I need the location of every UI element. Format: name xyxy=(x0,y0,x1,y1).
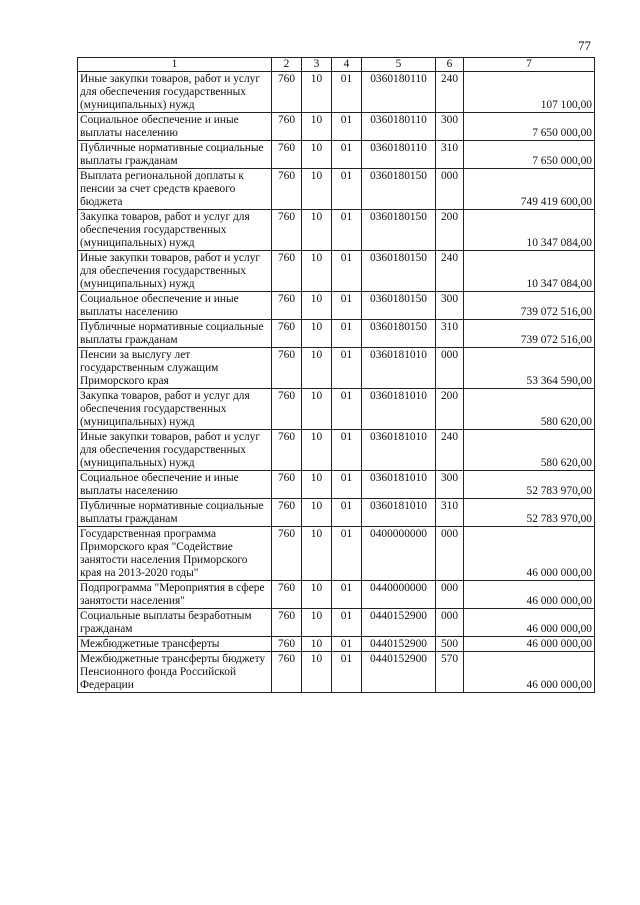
row-name-cell: Социальное обеспечение и иные выплаты населению xyxy=(78,113,272,141)
row-code-cell: 500 xyxy=(436,637,464,652)
row-code-cell: 200 xyxy=(436,389,464,430)
row-code-cell: 0360180150 xyxy=(362,320,436,348)
table-row xyxy=(78,499,595,527)
row-code-cell: 01 xyxy=(332,292,362,320)
row-code-cell: 01 xyxy=(332,499,362,527)
row-name-cell: Социальные выплаты безработным гражданам xyxy=(78,609,272,637)
column-header: 2 xyxy=(272,58,302,72)
row-name-cell: Публичные нормативные социальные выплаты гражданам xyxy=(78,320,272,348)
row-code-cell: 760 xyxy=(272,609,302,637)
row-code-cell: 01 xyxy=(332,471,362,499)
row-name-cell: Межбюджетные трансферты бюджету Пенсионного фонда Российской Федерации xyxy=(78,652,272,693)
row-code-cell: 01 xyxy=(332,609,362,637)
row-code-cell: 0360180110 xyxy=(362,113,436,141)
table-row xyxy=(78,637,595,652)
row-amount-cell: 53 364 590,00 xyxy=(464,348,595,389)
row-code-cell: 760 xyxy=(272,169,302,210)
row-name-cell: Иные закупки товаров, работ и услуг для обеспечения государственных (муниципальных) нужд xyxy=(78,72,272,113)
row-code-cell: 0360181010 xyxy=(362,430,436,471)
row-code-cell: 01 xyxy=(332,527,362,581)
row-code-cell: 10 xyxy=(302,210,332,251)
row-name-cell: Государственная программа Приморского края "Содействие занятости населения Приморского края на 2013-2020 годы" xyxy=(78,527,272,581)
row-code-cell: 760 xyxy=(272,292,302,320)
row-code-cell: 0360180150 xyxy=(362,251,436,292)
row-code-cell: 0440000000 xyxy=(362,581,436,609)
table-row xyxy=(78,348,595,389)
row-code-cell: 000 xyxy=(436,527,464,581)
row-code-cell: 000 xyxy=(436,169,464,210)
row-code-cell: 10 xyxy=(302,320,332,348)
row-code-cell: 760 xyxy=(272,320,302,348)
row-code-cell: 10 xyxy=(302,609,332,637)
row-code-cell: 10 xyxy=(302,471,332,499)
table-row xyxy=(78,581,595,609)
table-row xyxy=(78,609,595,637)
row-code-cell: 01 xyxy=(332,251,362,292)
table-row xyxy=(78,527,595,581)
table-row xyxy=(78,251,595,292)
row-name-cell: Иные закупки товаров, работ и услуг для обеспечения государственных (муниципальных) нужд xyxy=(78,251,272,292)
row-code-cell: 01 xyxy=(332,348,362,389)
table-row xyxy=(78,320,595,348)
row-name-cell: Закупка товаров, работ и услуг для обеспечения государственных (муниципальных) нужд xyxy=(78,389,272,430)
row-code-cell: 10 xyxy=(302,72,332,113)
page-number: 77 xyxy=(578,38,591,53)
row-code-cell: 0440152900 xyxy=(362,609,436,637)
row-code-cell: 0440152900 xyxy=(362,637,436,652)
row-code-cell: 000 xyxy=(436,581,464,609)
row-amount-cell: 107 100,00 xyxy=(464,72,595,113)
row-code-cell: 200 xyxy=(436,210,464,251)
row-code-cell: 01 xyxy=(332,320,362,348)
row-amount-cell: 580 620,00 xyxy=(464,430,595,471)
row-code-cell: 10 xyxy=(302,141,332,169)
column-header: 3 xyxy=(302,58,332,72)
row-amount-cell: 52 783 970,00 xyxy=(464,499,595,527)
row-code-cell: 300 xyxy=(436,292,464,320)
row-code-cell: 760 xyxy=(272,637,302,652)
row-code-cell: 000 xyxy=(436,348,464,389)
row-code-cell: 240 xyxy=(436,430,464,471)
row-code-cell: 0360180150 xyxy=(362,210,436,251)
row-code-cell: 760 xyxy=(272,210,302,251)
row-code-cell: 01 xyxy=(332,581,362,609)
row-code-cell: 0360180110 xyxy=(362,72,436,113)
row-amount-cell: 10 347 084,00 xyxy=(464,210,595,251)
table-row xyxy=(78,471,595,499)
row-code-cell: 000 xyxy=(436,609,464,637)
row-code-cell: 01 xyxy=(332,652,362,693)
row-name-cell: Социальное обеспечение и иные выплаты населению xyxy=(78,471,272,499)
row-code-cell: 0360180150 xyxy=(362,292,436,320)
row-name-cell: Социальное обеспечение и иные выплаты населению xyxy=(78,292,272,320)
row-code-cell: 760 xyxy=(272,652,302,693)
row-code-cell: 760 xyxy=(272,348,302,389)
row-code-cell: 10 xyxy=(302,169,332,210)
row-code-cell: 01 xyxy=(332,637,362,652)
row-code-cell: 0360181010 xyxy=(362,499,436,527)
row-code-cell: 310 xyxy=(436,320,464,348)
row-code-cell: 01 xyxy=(332,389,362,430)
row-code-cell: 01 xyxy=(332,169,362,210)
row-code-cell: 10 xyxy=(302,652,332,693)
row-code-cell: 0400000000 xyxy=(362,527,436,581)
row-code-cell: 310 xyxy=(436,499,464,527)
row-code-cell: 300 xyxy=(436,113,464,141)
row-code-cell: 10 xyxy=(302,113,332,141)
row-amount-cell: 580 620,00 xyxy=(464,389,595,430)
row-amount-cell: 7 650 000,00 xyxy=(464,141,595,169)
row-code-cell: 760 xyxy=(272,389,302,430)
row-code-cell: 01 xyxy=(332,113,362,141)
row-amount-cell: 739 072 516,00 xyxy=(464,292,595,320)
row-name-cell: Публичные нормативные социальные выплаты гражданам xyxy=(78,499,272,527)
table-row xyxy=(78,141,595,169)
table-row xyxy=(78,389,595,430)
row-code-cell: 760 xyxy=(272,471,302,499)
row-code-cell: 240 xyxy=(436,251,464,292)
row-code-cell: 760 xyxy=(272,113,302,141)
column-header: 7 xyxy=(464,58,595,72)
table-row xyxy=(78,652,595,693)
row-amount-cell: 7 650 000,00 xyxy=(464,113,595,141)
row-amount-cell: 46 000 000,00 xyxy=(464,652,595,693)
row-amount-cell: 739 072 516,00 xyxy=(464,320,595,348)
table-row xyxy=(78,292,595,320)
row-code-cell: 310 xyxy=(436,141,464,169)
row-code-cell: 10 xyxy=(302,389,332,430)
row-code-cell: 10 xyxy=(302,430,332,471)
row-code-cell: 10 xyxy=(302,499,332,527)
row-code-cell: 0360181010 xyxy=(362,389,436,430)
column-header: 1 xyxy=(78,58,272,72)
row-code-cell: 760 xyxy=(272,499,302,527)
row-amount-cell: 10 347 084,00 xyxy=(464,251,595,292)
table-header-row xyxy=(78,58,595,72)
row-amount-cell: 749 419 600,00 xyxy=(464,169,595,210)
row-code-cell: 10 xyxy=(302,581,332,609)
row-name-cell: Публичные нормативные социальные выплаты гражданам xyxy=(78,141,272,169)
row-code-cell: 570 xyxy=(436,652,464,693)
row-code-cell: 300 xyxy=(436,471,464,499)
row-code-cell: 0360180110 xyxy=(362,141,436,169)
row-code-cell: 760 xyxy=(272,581,302,609)
row-code-cell: 240 xyxy=(436,72,464,113)
column-header: 5 xyxy=(362,58,436,72)
row-amount-cell: 46 000 000,00 xyxy=(464,609,595,637)
row-name-cell: Выплата региональной доплаты к пенсии за счет средств краевого бюджета xyxy=(78,169,272,210)
row-code-cell: 10 xyxy=(302,251,332,292)
row-name-cell: Закупка товаров, работ и услуг для обеспечения государственных (муниципальных) нужд xyxy=(78,210,272,251)
row-name-cell: Подпрограмма "Мероприятия в сфере занятости населения" xyxy=(78,581,272,609)
column-header: 6 xyxy=(436,58,464,72)
column-header: 4 xyxy=(332,58,362,72)
row-code-cell: 0440152900 xyxy=(362,652,436,693)
row-name-cell: Межбюджетные трансферты xyxy=(78,637,272,652)
row-code-cell: 01 xyxy=(332,210,362,251)
row-code-cell: 10 xyxy=(302,527,332,581)
row-code-cell: 760 xyxy=(272,141,302,169)
row-code-cell: 10 xyxy=(302,292,332,320)
table-row xyxy=(78,430,595,471)
row-code-cell: 0360181010 xyxy=(362,348,436,389)
row-code-cell: 760 xyxy=(272,251,302,292)
table-row xyxy=(78,210,595,251)
row-code-cell: 01 xyxy=(332,430,362,471)
row-code-cell: 01 xyxy=(332,141,362,169)
row-code-cell: 10 xyxy=(302,348,332,389)
row-code-cell: 0360180150 xyxy=(362,169,436,210)
row-name-cell: Пенсии за выслугу лет государственным служащим Приморского края xyxy=(78,348,272,389)
row-amount-cell: 46 000 000,00 xyxy=(464,637,595,652)
table-row xyxy=(78,169,595,210)
table-row xyxy=(78,72,595,113)
row-code-cell: 0360181010 xyxy=(362,471,436,499)
row-amount-cell: 52 783 970,00 xyxy=(464,471,595,499)
row-name-cell: Иные закупки товаров, работ и услуг для обеспечения государственных (муниципальных) нужд xyxy=(78,430,272,471)
row-code-cell: 760 xyxy=(272,527,302,581)
row-amount-cell: 46 000 000,00 xyxy=(464,527,595,581)
row-code-cell: 10 xyxy=(302,637,332,652)
row-code-cell: 760 xyxy=(272,72,302,113)
row-code-cell: 760 xyxy=(272,430,302,471)
table-row xyxy=(78,113,595,141)
budget-table xyxy=(77,57,595,693)
row-code-cell: 01 xyxy=(332,72,362,113)
row-amount-cell: 46 000 000,00 xyxy=(464,581,595,609)
